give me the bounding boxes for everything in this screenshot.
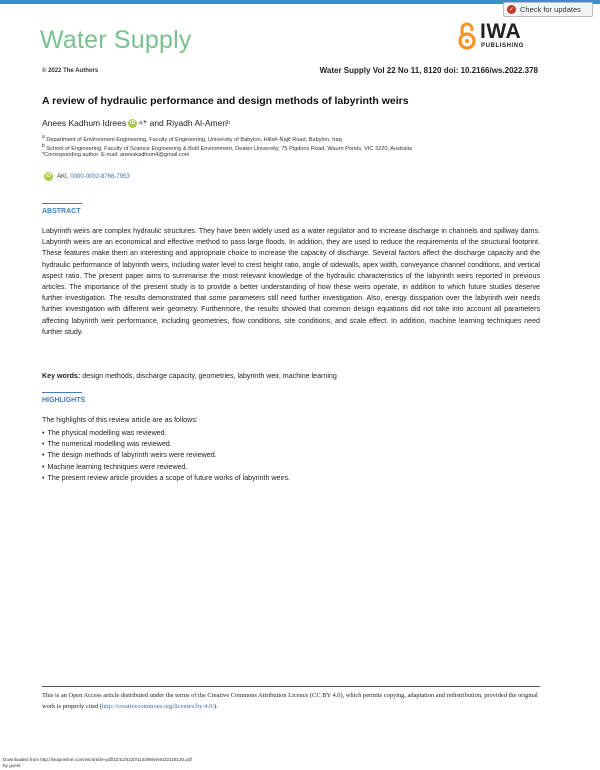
highlights-list <box>42 428 290 484</box>
highlights-heading: HIGHLIGHTS <box>42 397 86 404</box>
keywords-label: Key words: <box>42 372 81 380</box>
abstract-heading: ABSTRACT <box>42 208 81 215</box>
list-item: • Machine learning techniques were reviewed. <box>42 462 290 473</box>
orcid-initials: AKI, <box>57 173 69 180</box>
footer-divider <box>42 686 540 687</box>
download-note-line1: Downloaded from http://iwaponline.com/ws/article-pdf/22/11/8120/1144989/ws022118120.pdf <box>3 757 192 762</box>
list-item: • The numerical modelling was reviewed. <box>42 439 290 450</box>
author-list <box>42 118 230 128</box>
licence-close: ). <box>214 703 218 710</box>
author-1-name: Anees Kadhum Idrees <box>42 118 127 128</box>
download-note <box>3 757 192 769</box>
publisher-logo-main: IWA <box>480 20 522 43</box>
affiliation-a-mark: a <box>42 134 45 140</box>
check-for-updates-button[interactable] <box>503 2 593 17</box>
list-item: • The physical modelling was reviewed. <box>42 428 290 439</box>
affiliation-a <box>42 134 342 143</box>
orcid-link[interactable]: 0000-0002-8766-7953 <box>70 173 130 180</box>
publisher-logo[interactable] <box>458 20 538 54</box>
author-2-affiliation-mark: b <box>227 120 230 126</box>
affiliation-b <box>42 143 412 152</box>
list-item: • The design methods of labyrinth weirs were reviewed. <box>42 450 290 461</box>
publisher-logo-sub: PUBLISHING <box>481 43 525 49</box>
licence-statement <box>42 690 540 712</box>
affiliation-a-text: Department of Environment Engineering, Faculty of Engineering, University of Babylon, Hillah-Najif Road, Babylon, Iraq <box>46 136 342 143</box>
corresponding-author: *Corresponding author. E-mail: aneeskadhum4@gmail.com <box>42 152 190 158</box>
article-title: A review of hydraulic performance and design methods of labyrinth weirs <box>42 95 409 107</box>
orcid-icon[interactable]: iD <box>46 173 51 179</box>
highlights-rule <box>42 392 82 393</box>
affiliation-b-text: School of Engineering, Faculty of Science Engineering & Built Environment, Deakin University, 75 Pigdons Road, Waurn Ponds, VIC 3220, Australia <box>46 145 412 152</box>
citation-line: Water Supply Vol 22 No 11, 8120 doi: 10.2166/ws.2022.378 <box>319 66 538 75</box>
licence-text: This is an Open Access article distributed under the terms of the Creative Commons Attribution Licence (CC BY 4.0), which permits copying, adaptation and redistribution, provided the original work is properly cited ( <box>42 692 538 710</box>
check-for-updates-label: Check for updates <box>520 5 581 14</box>
list-item: • The present review article provides a scope of future works of labyrinth weirs. <box>42 473 290 484</box>
licence-link[interactable]: http://creativecommons.org/licenses/by/4.0/ <box>101 703 215 710</box>
abstract-rule <box>42 203 82 204</box>
open-access-lock-icon <box>458 22 476 50</box>
keywords-text: design methods, discharge capacity, geometries, labyrinth weir, machine learning <box>82 372 337 380</box>
download-note-line2: by guest <box>3 763 21 768</box>
affiliation-b-mark: b <box>42 143 45 149</box>
orcid-icon[interactable]: iD <box>130 119 136 126</box>
author-1-affiliation-mark: a, <box>139 120 144 126</box>
abstract-text: Labyrinth weirs are complex hydraulic structures. They have been widely used as a water regulator and to increase discharge in channels and spillway dams. Labyrinth weirs are an economical and effective method to pass large floods. In addition, they are used to reduce the requirements of the structural footprint. These features make them an interesting and appropriate choice to increase the capacity of discharge. Several factors affect the discharge capacity and the hydraulic performance of labyrinth weirs, including water level to crest height ratio, angle of sidewalls, apex width, conveyance channel conditions, and vertical aspect ratio. The present paper aims to summarise the most relevant knowledge of the hydraulic characteristics of the labyrinth weirs reported in previous articles. The importance of the present study is to provide a better understanding of how these weirs operate, in addition to which future studies deserve further investigation. The results demonstrated that some parameters still need further investigation. Also, energy dissipation over the labyrinth weir needs further investigation with different weir geometry. Furthermore, the results showed that common design equations did not take into account all parameters affecting labyrinth weir performance, including geometries, flow conditions, site conditions, and scale effect. In addition, machine learning techniques need further study. <box>42 227 540 336</box>
journal-title: Water Supply <box>40 26 192 54</box>
copyright-notice: © 2022 The Authors <box>42 68 99 74</box>
author-2-name: and Riyadh Al-Ameri <box>149 118 228 128</box>
crossmark-icon: ✓ <box>508 7 515 13</box>
keywords <box>42 372 337 380</box>
orcid-record <box>42 172 130 181</box>
highlights-intro: The highlights of this review article are as follows: <box>42 416 198 424</box>
corresponding-mark: * <box>143 118 147 128</box>
